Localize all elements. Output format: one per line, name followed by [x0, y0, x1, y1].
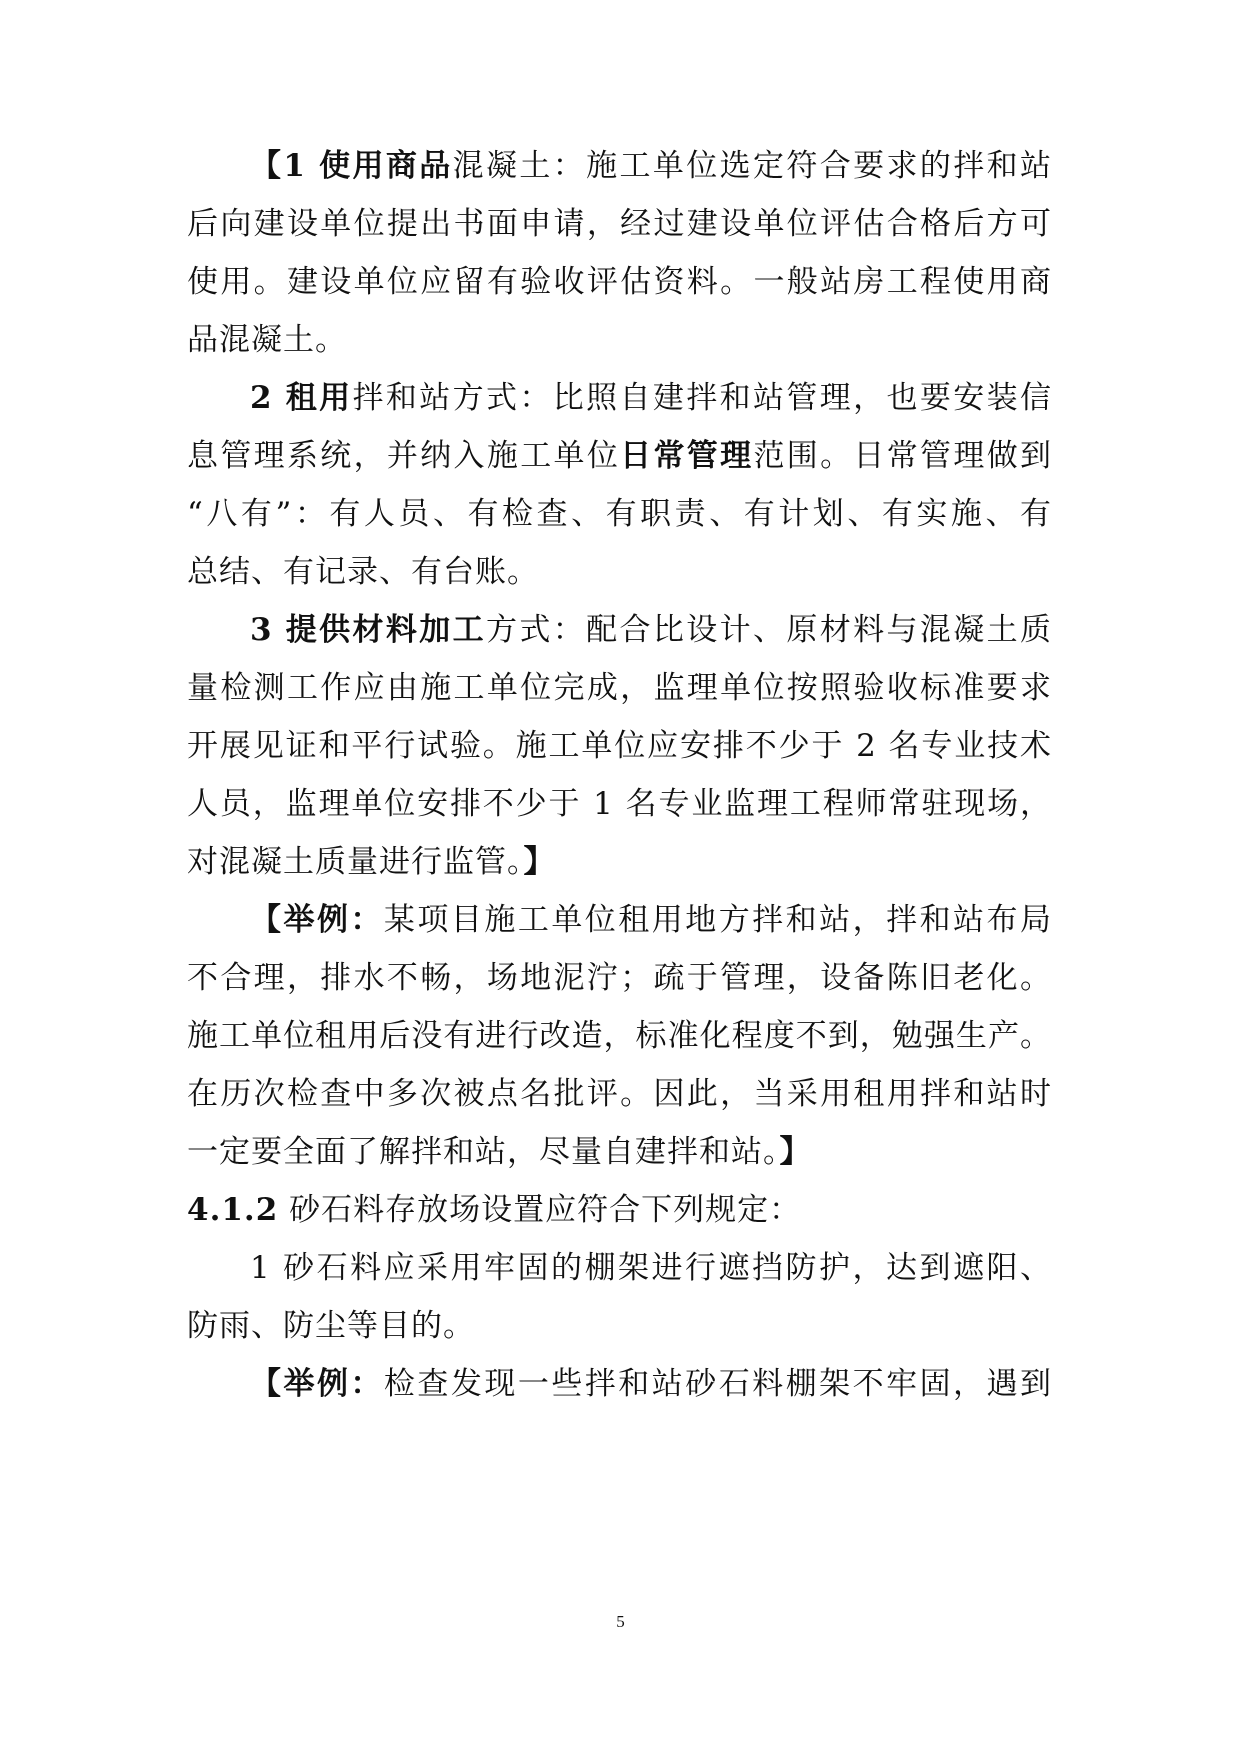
bold-text: 【举例：: [250, 902, 384, 938]
text-span: 混凝土：施工单位选定符合要求的拌和站: [452, 148, 1052, 184]
text-line: [250, 370, 1052, 426]
text-line: [250, 892, 1052, 948]
bold-text: 】: [779, 1134, 812, 1170]
bold-text: 2 租用: [250, 380, 353, 416]
text-line: [250, 138, 1052, 194]
section-heading: [187, 1182, 1052, 1238]
text-line: 1 砂石料应采用牢固的棚架进行遮挡防护，达到遮阳、: [250, 1250, 1052, 1286]
text-line: 防雨、防尘等目的。: [187, 1308, 475, 1344]
text-span: 拌和站方式：比照自建拌和站管理，也要安装信: [352, 380, 1052, 416]
bold-text: 日常管理: [620, 438, 754, 474]
text-line: “八有”：有人员、有检查、有职责、有计划、有实施、有: [187, 496, 1052, 532]
text-span: 检查发现一些拌和站砂石料棚架不牢固，遇到: [383, 1366, 1053, 1402]
text-span: 砂石料存放场设置应符合下列规定：: [278, 1192, 802, 1228]
bold-text: 】: [523, 844, 556, 880]
text-line: 后向建设单位提出书面申请，经过建设单位评估合格后方可: [187, 206, 1052, 242]
bold-text: 【1 使用商品: [250, 148, 453, 184]
bold-text: 【举例：: [250, 1366, 384, 1402]
section-number: 4.1.2: [187, 1192, 279, 1228]
page-number: 5: [616, 1612, 625, 1631]
text-line: 使用。建设单位应留有验收评估资料。一般站房工程使用商: [187, 264, 1052, 300]
text-line: 人员，监理单位安排不少于 1 名专业监理工程师常驻现场，: [187, 786, 1052, 822]
text-line: [187, 428, 1052, 484]
text-line: 不合理，排水不畅，场地泥泞；疏于管理，设备陈旧老化。: [187, 960, 1052, 996]
text-line: [250, 1356, 1052, 1412]
text-line: 品混凝土。: [187, 322, 347, 358]
text-line: 总结、有记录、有台账。: [187, 554, 539, 590]
text-line: [250, 602, 1052, 658]
text-span: 一定要全面了解拌和站，尽量自建拌和站。: [187, 1134, 780, 1170]
text-line: 开展见证和平行试验。施工单位应安排不少于 2 名专业技术: [187, 728, 1052, 764]
text-line: [187, 834, 1052, 890]
text-span: 息管理系统，并纳入施工单位: [187, 438, 621, 474]
text-span: 某项目施工单位租用地方拌和站，拌和站布局: [383, 902, 1053, 938]
text-span: 对混凝土质量进行监管。: [187, 844, 524, 880]
text-line: 量检测工作应由施工单位完成，监理单位按照验收标准要求: [187, 670, 1052, 706]
text-line: 在历次检查中多次被点名批评。因此，当采用租用拌和站时: [187, 1076, 1052, 1112]
text-span: 范围。日常管理做到: [753, 438, 1053, 474]
text-line: 施工单位租用后没有进行改造，标准化程度不到，勉强生产。: [187, 1018, 1052, 1054]
bold-text: 3 提供材料加工: [250, 612, 486, 648]
text-line: [187, 1124, 1052, 1180]
text-span: 方式：配合比设计、原材料与混凝土质: [486, 612, 1052, 648]
